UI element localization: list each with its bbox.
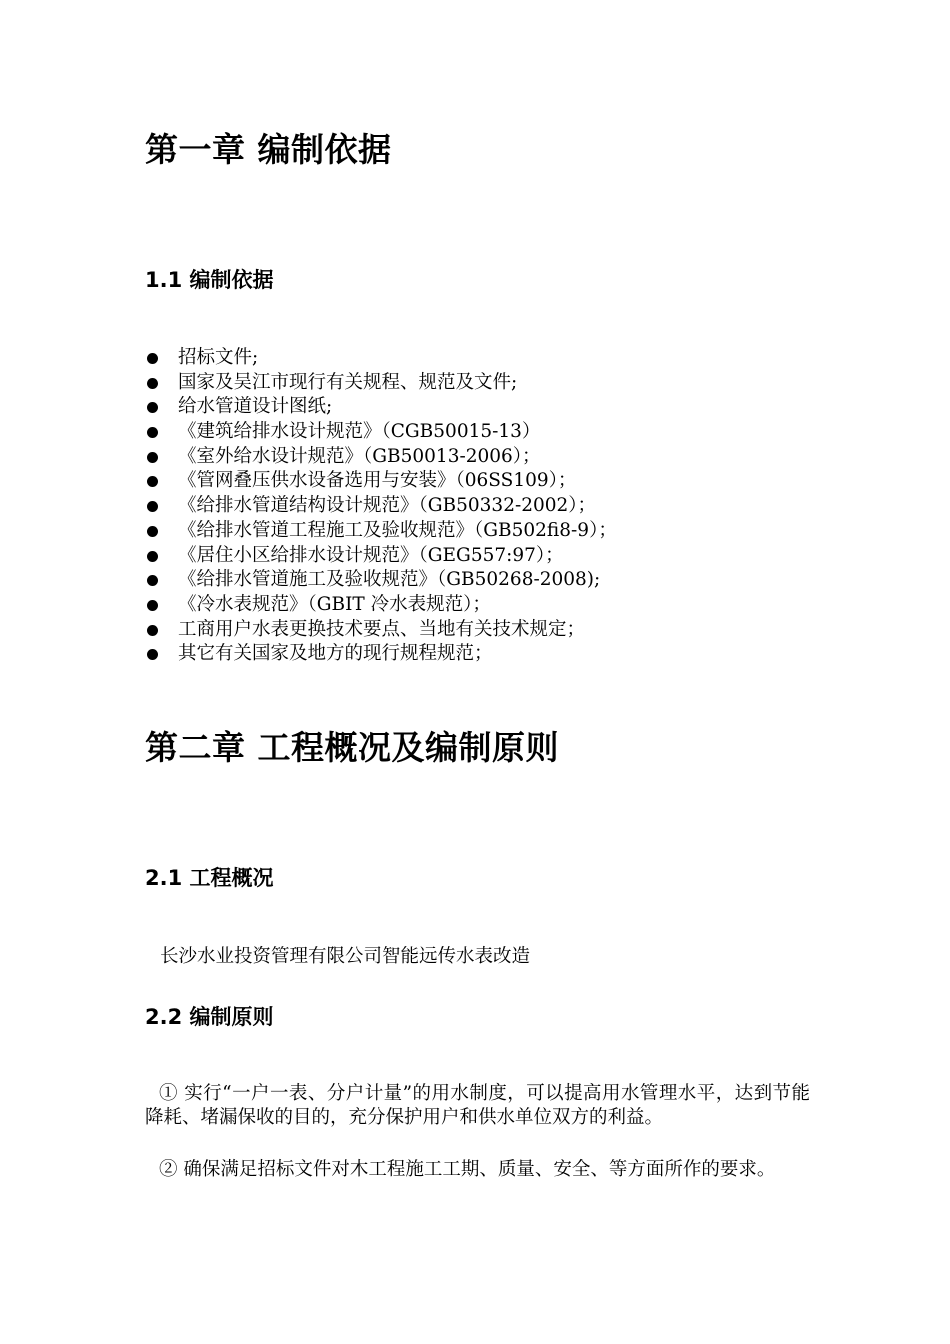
bullet-icon (147, 625, 158, 636)
list-item-text: 《室外给水设计规范》（GB50013-2006）； (178, 445, 541, 467)
section-2-1-title: 2.1 工程概况 (145, 866, 274, 890)
bullet-icon (147, 427, 158, 438)
list-item (145, 420, 617, 445)
bullet-icon (147, 526, 158, 537)
section-1-1-title: 1.1 编制依据 (145, 268, 274, 292)
bullet-icon (147, 501, 158, 512)
list-item-text: 《冷水表规范》（GBIT 冷水表规范）； (178, 593, 491, 615)
bullet-icon (147, 600, 158, 611)
list-item (145, 519, 617, 544)
list-item (145, 568, 617, 593)
bullet-icon (147, 476, 158, 487)
list-item (145, 445, 617, 470)
list-item (145, 618, 617, 643)
list-item (145, 469, 617, 494)
bullet-icon (147, 353, 158, 364)
bullet-icon (147, 551, 158, 562)
list-item-text: 《管网叠压供水设备选用与安装》（06SS109）； (178, 470, 577, 492)
bullet-icon (147, 452, 158, 463)
project-overview-text: 长沙水业投资管理有限公司智能远传水表改造 (160, 946, 531, 967)
list-item-text: 工商用户水表更换技术要点、当地有关技术规定； (178, 618, 586, 640)
list-item-text: 《建筑给排水设计规范》（CGB50015-13） (178, 421, 541, 443)
bullet-icon (147, 402, 158, 413)
chapter-1-title: 第一章 编制依据 (145, 130, 392, 169)
list-item (145, 642, 617, 667)
list-item-text: 《给排水管道施工及验收规范》（GB50268-2008); (178, 569, 601, 591)
list-item (145, 346, 617, 371)
list-item-text: 其它有关国家及地方的现行规程规范； (178, 643, 493, 665)
list-item-text: 《给排水管道工程施工及验收规范》（GB502fi8-9）； (178, 519, 617, 541)
list-item-text: 给水管道设计图纸; (178, 396, 333, 418)
list-item (145, 593, 617, 618)
basis-list (145, 346, 617, 667)
principle-paragraph-2: ② 确保满足招标文件对木工程施工工期、质量、安全、等方面所作的要求。 (159, 1159, 776, 1180)
list-item-text: 《居住小区给排水设计规范》（GEG557:97）； (178, 544, 564, 566)
section-2-2-title: 2.2 编制原则 (145, 1005, 274, 1029)
list-item (145, 371, 617, 396)
principle-paragraph-1: ① 实行“一户一表、分户计量”的用水制度，可以提高用水管理水平，达到节能降耗、堵漏保收的目的，充分保护用户和供水单位双方的利益。 (145, 1083, 810, 1128)
list-item (145, 395, 617, 420)
chapter-2-title: 第二章 工程概况及编制原则 (145, 728, 559, 767)
list-item-text: 招标文件; (178, 347, 259, 368)
bullet-icon (147, 378, 158, 389)
list-item (145, 544, 617, 569)
list-item (145, 494, 617, 519)
list-item-text: 《给排水管道结构设计规范》（GB50332-2002）； (178, 495, 597, 517)
bullet-icon (147, 575, 158, 586)
list-item-text: 国家及吴江市现行有关规程、规范及文件; (178, 371, 518, 393)
bullet-icon (147, 649, 158, 660)
